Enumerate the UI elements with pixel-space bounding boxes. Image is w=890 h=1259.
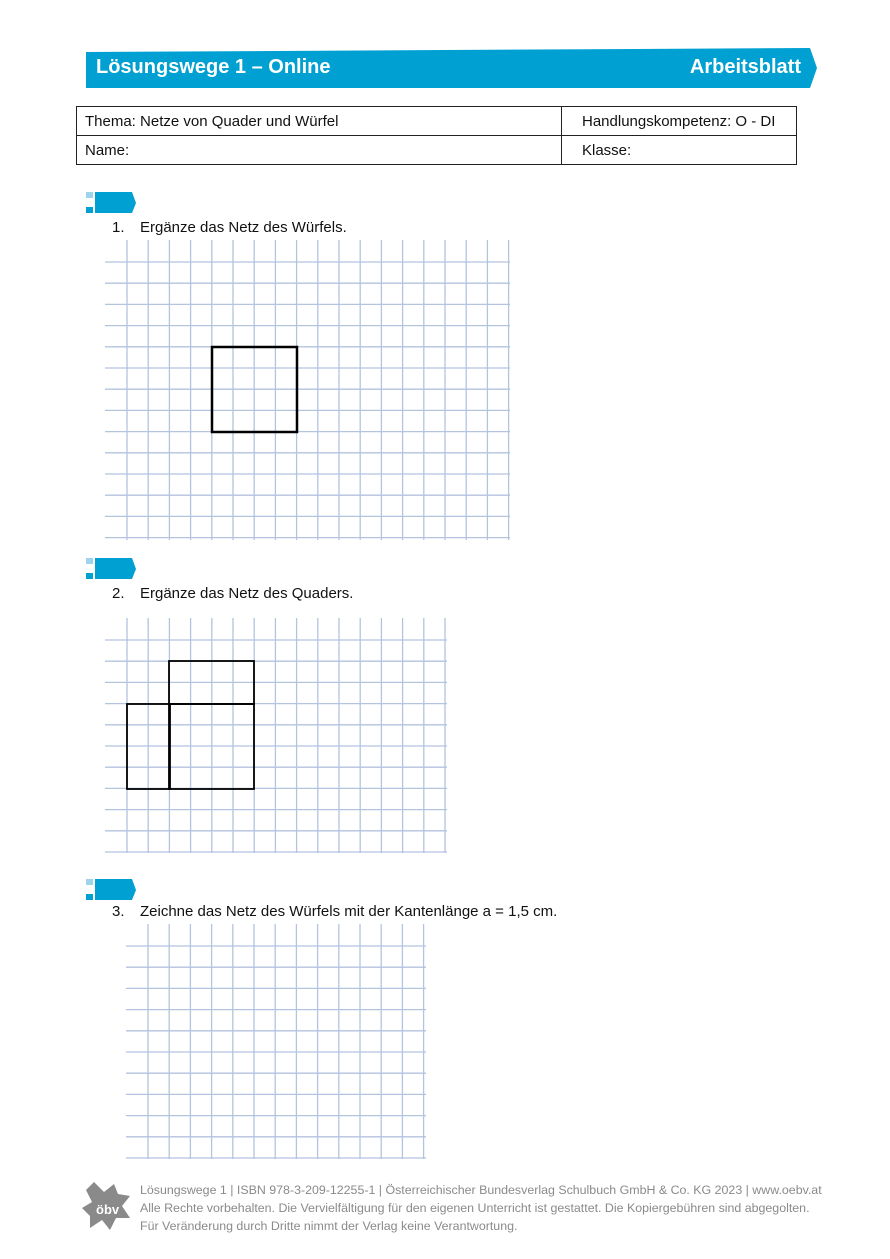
- task-number: 3.: [112, 903, 125, 920]
- footer: [140, 1181, 840, 1235]
- task-number: 2.: [112, 585, 125, 602]
- grid-lines: [105, 618, 447, 853]
- class-field: Klasse:: [562, 136, 797, 165]
- task-text: Zeichne das Netz des Würfels mit der Kantenlänge a = 1,5 cm.: [140, 903, 558, 920]
- topic-cell: Thema: Netze von Quader und Würfel: [77, 107, 562, 136]
- footer-line-1: Lösungswege 1 | ISBN 978-3-209-12255-1 | Österreichischer Bundesverlag Schulbuch GmbH & Co. KG 2023 | www.oebv.at: [140, 1183, 822, 1197]
- task-marker-icon: [86, 192, 136, 214]
- task-number: 1.: [112, 219, 125, 236]
- task-marker-icon: [86, 558, 136, 580]
- logo-text: öbv: [96, 1202, 120, 1217]
- oebv-logo-icon: [80, 1180, 132, 1232]
- footer-line-3: Für Veränderung durch Dritte nimmt der Verlag keine Verantwortung.: [140, 1219, 518, 1233]
- task-text: Ergänze das Netz des Würfels.: [140, 219, 347, 236]
- task-2: [112, 585, 353, 602]
- document-type: Arbeitsblatt: [689, 56, 801, 78]
- footer-line-2: Alle Rechte vorbehalten. Die Vervielfältigung für den eigenen Unterricht ist gestattet. Die Kopiergebühren sind abgegolten.: [140, 1201, 810, 1215]
- grid-lines: [105, 240, 510, 540]
- task-marker-icon: [86, 879, 136, 901]
- task-text: Ergänze das Netz des Quaders.: [140, 585, 354, 602]
- worksheet-title: Lösungswege 1 – Online: [96, 56, 331, 78]
- header-banner: [86, 48, 817, 88]
- name-field: Name:: [77, 136, 562, 165]
- task-1: [112, 219, 347, 236]
- grid-task-3: [126, 924, 426, 1159]
- grid-task-1: [105, 240, 510, 540]
- grid-lines: [126, 924, 426, 1159]
- info-table: [76, 106, 797, 165]
- competence-cell: Handlungskompetenz: O - DI: [562, 107, 797, 136]
- task-3: [112, 903, 557, 920]
- grid-task-2: [105, 618, 447, 853]
